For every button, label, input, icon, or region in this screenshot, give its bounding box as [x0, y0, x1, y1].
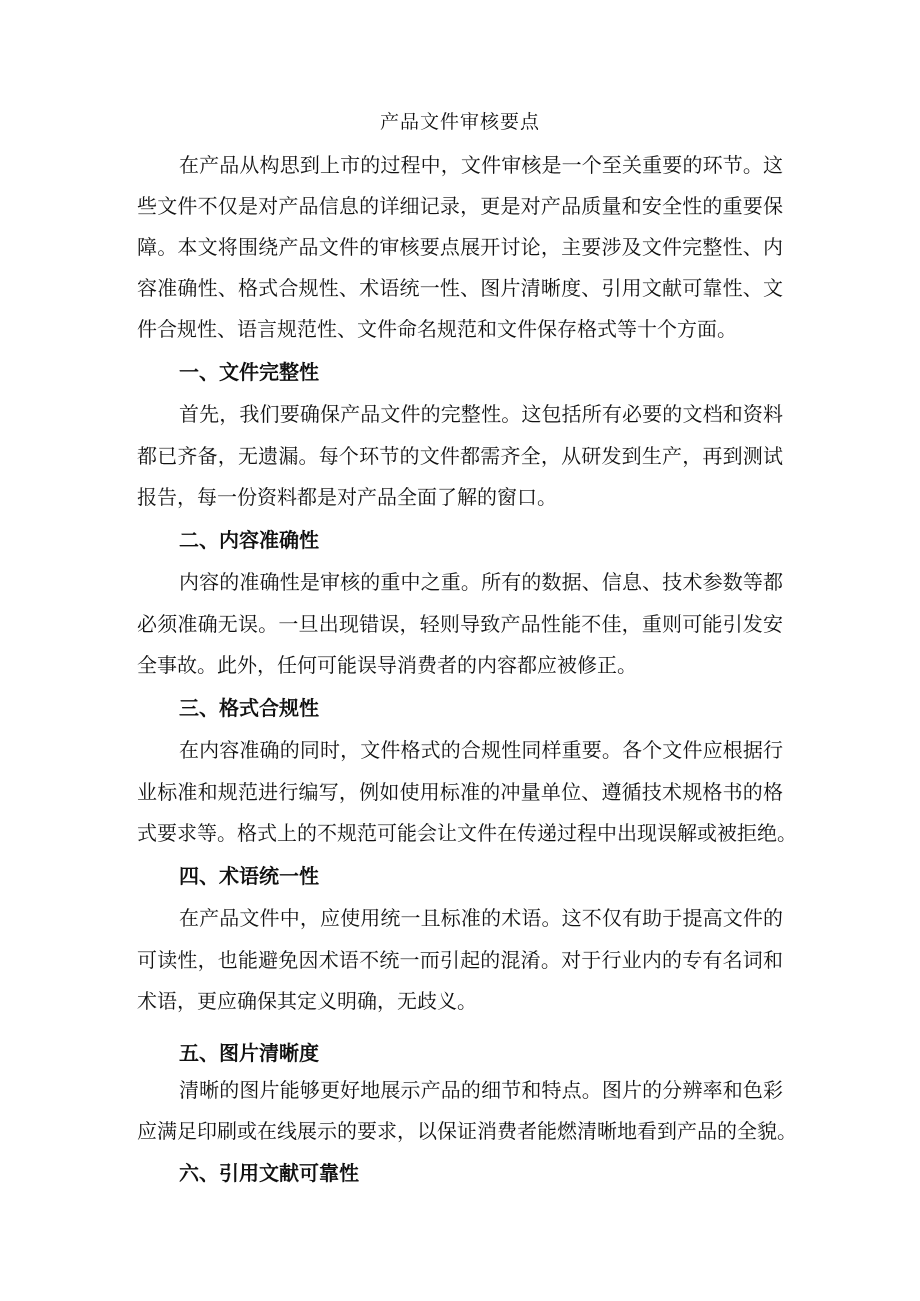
section-1-line-2: 都已齐备，无遗漏。每个环节的文件都需齐全，从研发到生产，再到测试: [137, 444, 783, 468]
section-4-line-3: 术语，更应确保其定义明确，无歧义。: [137, 989, 477, 1013]
section-4-line-1: 在产品文件中，应使用统一且标准的术语。这不仅有助于提高文件的: [179, 906, 783, 930]
section-3-line-2: 业标准和规范进行编写，例如使用标准的冲量单位、遵循技术规格书的格: [137, 780, 783, 804]
section-5-line-2: 应满足印刷或在线展示的要求，以保证消费者能燃清晰地看到产品的全貌。: [137, 1119, 797, 1143]
section-heading-6: 六、引用文献可靠性: [179, 1161, 359, 1185]
section-heading-5: 五、图片清晰度: [179, 1041, 319, 1065]
section-3-line-1: 在内容准确的同时，文件格式的合规性同样重要。各个文件应根据行: [179, 738, 783, 762]
intro-line-2: 些文件不仅是对产品信息的详细记录，更是对产品质量和安全性的重要保: [137, 194, 783, 218]
section-1-line-1: 首先，我们要确保产品文件的完整性。这包括所有必要的文档和资料: [179, 402, 783, 426]
section-2-line-1: 内容的准确性是审核的重中之重。所有的数据、信息、技术参数等都: [179, 570, 783, 594]
section-heading-3: 三、格式合规性: [179, 696, 319, 720]
section-2-line-2: 必须准确无误。一旦出现错误，轻则导致产品性能不佳，重则可能引发安: [137, 612, 783, 636]
section-3-line-3: 式要求等。格式上的不规范可能会让文件在传递过程中出现误解或被拒绝。: [137, 821, 797, 845]
section-2-line-3: 全事故。此外，任何可能误导消费者的内容都应被修正。: [137, 653, 637, 677]
section-5-line-1: 清晰的图片能够更好地展示产品的细节和特点。图片的分辨率和色彩: [179, 1078, 783, 1102]
section-heading-4: 四、术语统一性: [179, 864, 319, 888]
intro-line-5: 件合规性、语言规范性、文件命名规范和文件保存格式等十个方面。: [137, 317, 737, 341]
document-title: 产品文件审核要点: [379, 111, 540, 133]
section-1-line-3: 报告，每一份资料都是对产品全面了解的窗口。: [137, 485, 557, 509]
intro-line-3: 障。本文将围绕产品文件的审核要点展开讨论，主要涉及文件完整性、内: [137, 235, 783, 259]
section-heading-2: 二、内容准确性: [179, 528, 319, 552]
section-heading-1: 一、文件完整性: [179, 360, 319, 384]
intro-line-4: 容准确性、格式合规性、术语统一性、图片清晰度、引用文献可靠性、文: [137, 276, 783, 300]
intro-line-1: 在产品从构思到上市的过程中，文件审核是一个至关重要的环节。这: [179, 153, 783, 177]
section-4-line-2: 可读性，也能避免因术语不统一而引起的混淆。对于行业内的专有名词和: [137, 948, 783, 972]
